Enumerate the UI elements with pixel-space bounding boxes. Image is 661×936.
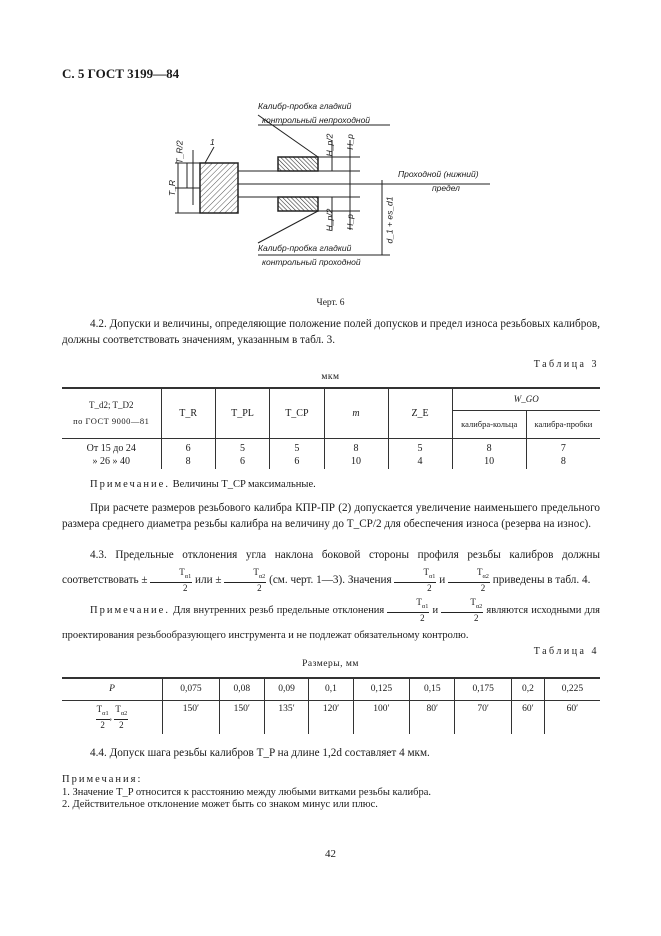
label-mid-1: Проходной (нижний): [398, 169, 479, 179]
t3-cell: 10: [324, 454, 388, 469]
t3-head-m: m: [324, 388, 388, 438]
label-top-2: контрольный непроходной: [262, 115, 371, 125]
t4-p: 0,225: [544, 678, 600, 700]
t4-p: 0,125: [353, 678, 410, 700]
frac-ta1-2b: $\frac{T_{\alpha 1}}{2}$: [394, 567, 436, 594]
table3-note: [90, 479, 316, 490]
notes3-item-2: 2. Действительное отклонение может быть со знаком минус или плюс.: [62, 799, 378, 810]
note2-label: Примечание.: [90, 604, 170, 616]
label-hp-bot: H_p: [344, 214, 355, 230]
label-one: 1: [210, 137, 215, 147]
t3-cell: 5: [388, 438, 452, 454]
t3-cell: 8: [161, 454, 215, 469]
page-number: 42: [325, 848, 336, 860]
label-d1: d_1 + es_d1: [384, 196, 395, 244]
t3-head-ze: Z_E: [388, 388, 452, 438]
table-row: [62, 678, 600, 700]
table-row: [62, 454, 600, 469]
label-bot-1: Калибр-пробка гладкий: [258, 243, 352, 253]
t3-head-tcp: T_CP: [270, 388, 324, 438]
label-top-1: Калибр-пробка гладкий: [258, 101, 352, 111]
t3-cell: От 15 до 24: [86, 442, 136, 454]
t3-cell: 7: [526, 438, 600, 454]
t4-p: 0,1: [309, 678, 353, 700]
table-row: [62, 438, 600, 454]
paragraph-tcp: При расчете размеров резьбового калибра КПР-ПР (2) допускается увеличение наименьшего предельного размера среднего диаметра резьбы калибра на величину до T_CP/2 для обеспечения износа (резерва на износ).: [62, 502, 600, 530]
t4-p: 0,08: [219, 678, 264, 700]
t3-head-ring: калибра-кольца: [452, 410, 526, 438]
t3-cell: 8: [324, 438, 388, 454]
t4-p: 0,15: [410, 678, 455, 700]
t3-head-wgo: W_GO: [452, 388, 600, 410]
p43-c: (см. черт. 1—3). Значения: [269, 573, 392, 586]
frac-ta2-2c: $\frac{T_{\alpha 2}}{2}$: [441, 597, 483, 624]
t4-angle: 135′: [264, 700, 309, 734]
tolerance-diagram: [150, 95, 510, 280]
p43-e: приведены в табл. 4.: [492, 573, 591, 586]
label-hp-half-bot: H_p/2: [324, 208, 335, 232]
t3-head-range: [62, 388, 161, 438]
label-tr: T_R: [167, 179, 178, 197]
label-bot-2: контрольный проходной: [262, 257, 361, 267]
t4-angle: 80′: [410, 700, 455, 734]
paragraph-4-3: [62, 543, 600, 594]
t4-head-p: P: [62, 678, 163, 700]
t3-cell: 8: [452, 438, 526, 454]
t4-p: 0,09: [264, 678, 309, 700]
t3-cell: 6: [270, 454, 324, 469]
table3-note-label: Примечание.: [90, 479, 170, 490]
label-tr-half: T_R/2: [174, 140, 185, 164]
t4-p: 0,175: [455, 678, 512, 700]
frac-ta2-2: $\frac{T_{\alpha 2}}{2}$: [224, 567, 266, 594]
frac-ta2-2b: $\frac{T_{\alpha 2}}{2}$: [448, 567, 490, 594]
t4-p: 0,075: [163, 678, 220, 700]
t4-angle: 70′: [455, 700, 512, 734]
note-2: [62, 597, 600, 648]
t3-head-tr: T_R: [161, 388, 215, 438]
p43-b: или ±: [195, 573, 222, 586]
t3-head-range-l2: по ГОСТ 9000—81: [73, 416, 150, 427]
frac-ta1-2: $\frac{T_{\alpha 1}}{2}$: [150, 567, 192, 594]
table4-label: Таблица 4: [533, 646, 599, 657]
t4-angle: 60′: [544, 700, 600, 734]
table3-label: Таблица 3: [533, 359, 599, 370]
t3-head-tpl: T_PL: [215, 388, 269, 438]
t4-p: 0,2: [512, 678, 545, 700]
notes-3: [62, 774, 431, 812]
note2-a: Для внутренних резьб предельные отклонения: [173, 604, 385, 616]
t4-angle: 120′: [309, 700, 353, 734]
note2-b: и: [432, 604, 439, 616]
t3-cell: » 26 » 40: [92, 455, 130, 467]
table-3: [62, 387, 600, 469]
table-row: [62, 700, 600, 734]
t3-head-range-l1: T_d2; T_D2: [88, 400, 134, 411]
t3-cell: 5: [270, 438, 324, 454]
label-hp-top: H_p: [344, 134, 355, 150]
t3-cell: 5: [215, 438, 269, 454]
table-4: [62, 677, 600, 734]
t4-head-angle: $\frac{T_{\alpha 1}}{2}$ , $\frac{T_{\alpha 2}}{2}$: [96, 703, 128, 730]
t4-angle: 150′: [219, 700, 264, 734]
t4-angle: 100′: [353, 700, 410, 734]
t4-angle: 150′: [163, 700, 220, 734]
note2-c: являются исходными для проектирования резьбообразующего инструмента и не подлежат обязательному контролю.: [62, 604, 600, 641]
p43-a: 4.3. Предельные отклонения угла наклона боковой стороны профиля резьбы калибров должны соответствовать ±: [62, 549, 600, 586]
figure-caption: Черт. 6: [316, 298, 345, 308]
frac-ta1-2c: $\frac{T_{\alpha 1}}{2}$: [387, 597, 429, 624]
t4-angle: 60′: [512, 700, 545, 734]
paragraph-4-4: 4.4. Допуск шага резьбы калибров T_P на длине 1,2d составляет 4 мкм.: [90, 747, 430, 759]
paragraph-4-2: 4.2. Допуски и величины, определяющие положение полей допусков и предел износа резьбовых калибров, должны соответствовать значениям, указанным в табл. 3.: [62, 318, 600, 346]
t3-cell: 4: [388, 454, 452, 469]
table3-note-text: Величины T_CP максимальные.: [172, 479, 316, 490]
t3-cell: 10: [452, 454, 526, 469]
label-hp-half-top: H_p/2: [324, 133, 335, 157]
label-mid-2: предел: [432, 183, 460, 193]
t3-cell: 6: [161, 438, 215, 454]
table4-unit: Размеры, мм: [302, 659, 359, 669]
table3-unit: мкм: [321, 372, 340, 382]
t3-head-plug: калибра-пробки: [526, 410, 600, 438]
page-header: С. 5 ГОСТ 3199—84: [62, 66, 180, 81]
t3-cell: 8: [526, 454, 600, 469]
t3-cell: 6: [215, 454, 269, 469]
p43-d: и: [439, 573, 446, 586]
notes3-item-1: 1. Значение T_P относится к расстоянию между любыми витками резьбы калибра.: [62, 786, 431, 798]
notes3-label: Примечания:: [62, 774, 143, 785]
